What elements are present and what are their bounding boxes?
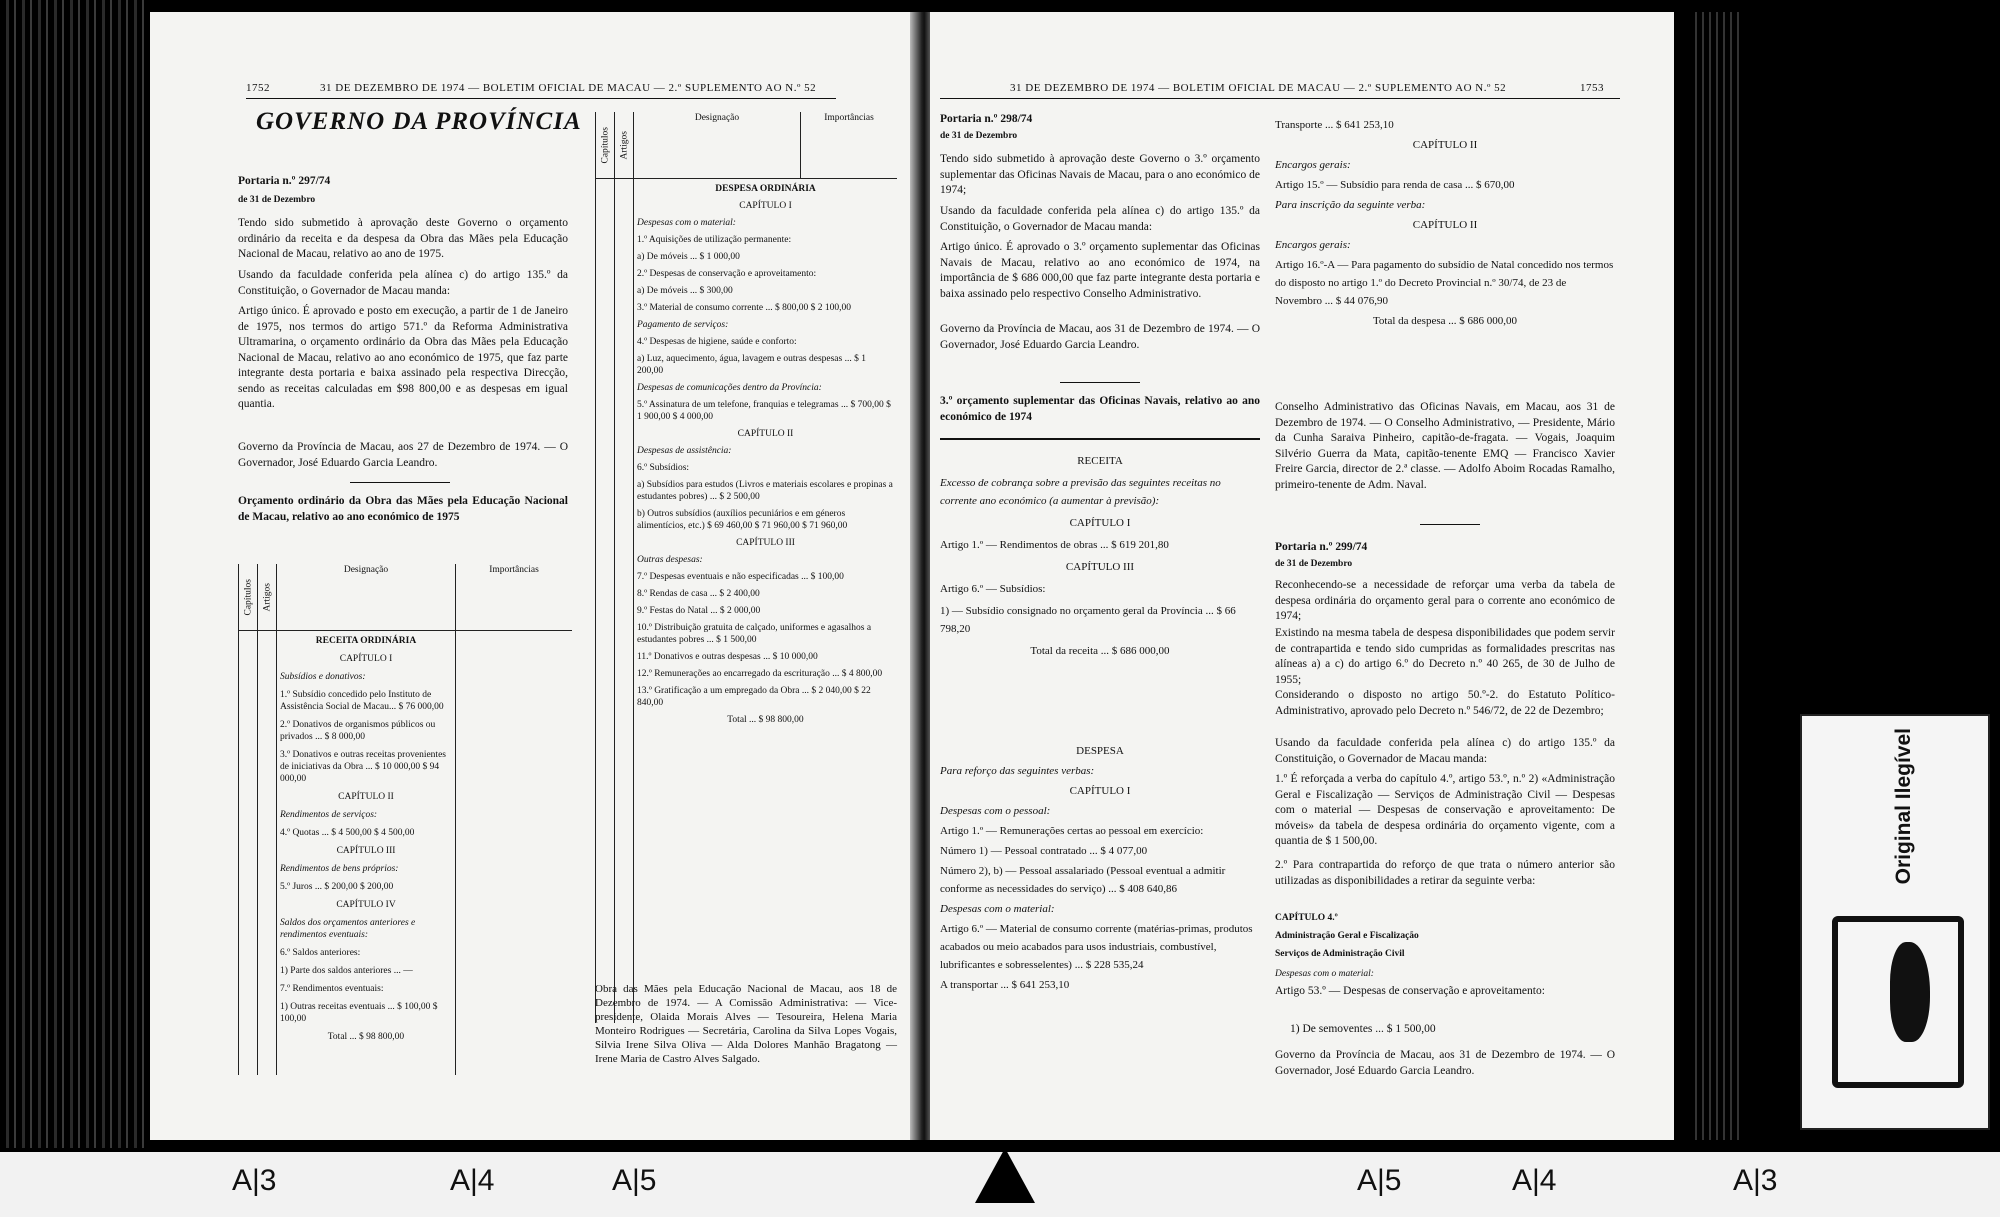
orc-despesa-line: DESPESA [1076,745,1124,757]
left-running-header: 31 DE DEZEMBRO DE 1974 — BOLETIM OFICIAL DE MACAU — 2.º SUPLEMENTO AO N.º 52 [320,82,817,94]
orc-despesa-line: Despesas com o material: [940,903,1055,915]
section-title: GOVERNO DA PROVÍNCIA [256,108,582,135]
orc-receita-line: CAPÍTULO III [1065,561,1135,573]
portaria-297-title: Portaria n.º 297/74 [238,175,331,187]
despesa-line: 10.º Distribuição gratuita de calçado, uniformes e agasalhos a estudantes pobres ... $ 1 500,00 [637,623,872,645]
despesa-line: Despesas de comunicações dentro da Província: [637,383,822,393]
left-page-number: 1752 [246,82,270,94]
portaria-298-title: Portaria n.º 298/74 [940,113,1033,125]
portaria-299-cap: CAPÍTULO 4.º [1275,913,1338,923]
despesa-line: 13.º Gratificação a um empregado da Obra ... $ 2 040,00 $ 22 840,00 [637,686,871,708]
receita-lines [280,635,452,1043]
portaria-299-date: de 31 de Dezembro [1275,559,1353,569]
despesa-line: Despesas de assistência: [637,446,732,456]
despesa-line: a) Luz, aquecimento, água, lavagem e outras despesas ... $ 1 200,00 [637,354,866,376]
orc-despesa-line: Número 2), b) — Pessoal assalariado (Pessoal eventual a admitir conforme as necessidades do serviço) ... $ 408 640,86 [940,865,1226,895]
film-mark-6: A|3 [1733,1164,1778,1197]
orc-receita-line: RECEITA [1077,455,1123,467]
book-edge-right [1690,12,1740,1140]
orc-receita [940,452,1260,664]
right-page-number: 1753 [1580,82,1604,94]
portaria-299-p3: Considerando o disposto no artigo 50.º-2. do Estatuto Político-Administrativo, aprovado pelo Decreto n.º 546/72, de 22 de Dezembro; [1275,689,1615,717]
receita-line: 6.º Saldos anteriores: [280,948,361,958]
receita-line: CAPÍTULO III [336,846,396,856]
receita-line: 5.º Juros ... $ 200,00 $ 200,00 [280,882,394,892]
portaria-299-sec1: Administração Geral e Fiscalização [1275,931,1419,941]
portaria-298-p2: Usando da faculdade conferida pela alínea c) do artigo 135.º da Constituição, o Governador de Macau manda: [940,205,1260,233]
receita-line: 1.º Subsídio concedido pelo Instituto de Assistência Social de Macau... $ 76 000,00 [280,690,444,712]
despesa-line: 1.º Aquisições de utilização permanente: [637,235,792,245]
portaria-299-close: Governo da Província de Macau, aos 31 de Dezembro de 1974. — O Governador, José Eduardo Garcia Leandro. [1275,1049,1615,1077]
receita-table: Capítulos Artigos Designação Importâncias RECEITA ORDINÁRIA CAPÍTULO I Subsídios e donativos: 1.º Subsídio concedido pelo Instituto de Assistência Social de Macau... $ 76 000,00 2.º Donativos de organismos públicos ou privados ... $ 8 000,00 3.º Donativos e outras receitas provenientes de iniciativas da Obra ... $ 10 000,00 $ 94 000,00 CAPÍTULO II Rendimentos de serviços: 4.º Quotas ... $ 4 500,00 $ 4 500,00 CAPÍTULO III Rendimentos de bens próprios: 5.º Juros ... $ 200,00 $ 200,00 CAPÍTULO IV Saldos dos orçamentos anteriores e rendimentos eventuais: 6.º Saldos anteriores: 1) Parte dos saldos anteriores ... — 7.º Rendimentos eventuais: 1) Outras receitas eventuais ... $ 100,00 $ 100,00 Total ... $ 98 800,00 [238,564,572,1075]
orc-despesa-line: Para reforço das seguintes verbas: [940,765,1095,777]
stamp-text: Original Ilegível [1892,728,1915,885]
illegible-stamp [1800,714,1990,1130]
orc-continuation-line: Transporte ... $ 641 253,10 [1275,119,1394,131]
despesa-line: b) Outros subsídios (auxílios pecuniários e em géneros alimentícios, etc.) $ 69 460,00 $ 71 960,00 $ 71 960,00 [637,509,848,531]
portaria-297-p4: Governo da Província de Macau, aos 27 de Dezembro de 1974. — O Governador, José Eduardo Garcia Leandro. [238,441,568,469]
orc-despesa-line: Artigo 6.º — Material de consumo corrente (matérias-primas, produtos acabados ou meio acabados para usos industriais, combustível, lubrificantes e sobresselentes) ... $ 228 535,24 [940,923,1253,971]
orc-continuation-line: Artigo 15.º — Subsídio para renda de casa ... $ 670,00 [1275,179,1515,191]
despesa-line: a) De móveis ... $ 300,00 [637,286,733,296]
orc-title: 3.º orçamento suplementar das Oficinas Navais, relativo ao ano económico de 1974 [940,395,1260,423]
orc-despesa-line: Despesas com o pessoal: [940,805,1051,817]
orc-continuation-line: Para inscrição da seguinte verba: [1275,199,1426,211]
film-mark-5: A|4 [1512,1164,1557,1197]
orc-continuation-line: Total da despesa ... $ 686 000,00 [1372,315,1518,327]
book-edge-left [0,0,150,1150]
despesa-line: 11.º Donativos e outras despesas ... $ 10 000,00 [637,652,818,662]
receita-line: CAPÍTULO IV [336,900,396,910]
illegible-original-icon [1832,916,1964,1088]
receita-line: Rendimentos de serviços: [280,810,378,820]
despesa-line: Pagamento de serviços: [637,320,729,330]
despesa-line: 5.º Assinatura de um telefone, franquias e telegramas ... $ 700,00 $ 1 900,00 $ 4 000,00 [637,400,891,422]
despesa-line: 4.º Despesas de higiene, saúde e conforto: [637,337,797,347]
portaria-299-p5: 1.º É reforçada a verba do capítulo 4.º, artigo 53.º, n.º 2) «Administração Geral e Fiscalização — Serviços de Administração Civil — Despesas com o material — Despesas de conservação e aproveitamento: De móveis» da tabela de despesa ordinária do orçamento vigente, com a quantia de $ 1 500,00. [1275,773,1615,847]
receita-line: 2.º Donativos de organismos públicos ou privados ... $ 8 000,00 [280,720,436,742]
receita-line: Saldos dos orçamentos anteriores e rendimentos eventuais: [280,918,416,940]
portaria-298-p3: Artigo único. É aprovado o 3.º orçamento suplementar das Oficinas Navais de Macau, relativo ao ano económico de 1974, na importância de $ 686 000,00 que faz parte integrante desta portaria e baixa assinado pelo respectivo Conselho Administrativo. [940,241,1260,300]
portaria-299-item: 1) De semoventes ... $ 1 500,00 [1290,1023,1436,1035]
despesa-line: CAPÍTULO I [739,201,792,211]
despesa-line: CAPÍTULO II [737,429,794,439]
portaria-299-p1: Reconhecendo-se a necessidade de reforçar uma verba da tabela de despesa ordinária do orçamento geral para o corrente ano económico de 1974; [1275,579,1615,622]
receita-line: CAPÍTULO I [339,654,393,664]
film-strip [0,1148,2000,1217]
orc-continuation [1275,116,1615,332]
despesa-line: DESPESA ORDINÁRIA [715,184,816,194]
receita-line: RECEITA ORDINÁRIA [315,636,417,646]
portaria-297-p3: Artigo único. É aprovado e posto em execução, a partir de 1 de Janeiro de 1975, nos termos do artigo 571.º da Reforma Administrativa Ultramarina, o orçamento ordinário da Obra das Mães pela Educação Nacional de Macau, relativo ao ano económico de 1975, que faz parte integrante desta portaria e baixa assinado pela respectiva Direcção, sendo as receitas calculadas em $98 800,00 e as despesas em igual quantia. [238,305,568,410]
orc-despesa-line: A transportar ... $ 641 253,10 [940,979,1070,991]
orc-receita-line: Artigo 1.º — Rendimentos de obras ... $ 619 201,80 [940,539,1169,551]
portaria-298-p1: Tendo sido submetido à aprovação deste Governo o 3.º orçamento suplementar das Oficinas Navais de Macau, para o ano económico de 1974; [940,153,1260,196]
film-mark-2: A|4 [450,1164,495,1197]
orc-despesa-line: Artigo 1.º — Remunerações certas ao pessoal em exercício: [940,825,1204,837]
right-running-header: 31 DE DEZEMBRO DE 1974 — BOLETIM OFICIAL DE MACAU — 2.º SUPLEMENTO AO N.º 52 [1010,82,1507,94]
portaria-297-p2: Usando da faculdade conferida pela alínea c) do artigo 135.º da Constituição, o Governador de Macau manda: [238,269,568,297]
portaria-299-sec2: Serviços de Administração Civil [1275,949,1405,959]
left-page [150,12,918,1140]
portaria-299-p6: 2.º Para contrapartida do reforço de que trata o número anterior são utilizadas as disponibilidades a retirar da seguinte verba: [1275,859,1615,887]
portaria-297-p1: Tendo sido submetido à aprovação deste Governo o orçamento ordinário da receita e da despesa da Obra das Mães pela Educação Nacional de Macau, relativo ao ano de 1975. [238,217,568,260]
receita-line: Subsídios e donativos: [280,672,366,682]
despesa-line: 6.º Subsídios: [637,463,690,473]
orc-receita-line: Excesso de cobrança sobre a previsão das seguintes receitas no corrente ano económico (a aumentar à previsão): [940,477,1221,507]
receita-line: Total ... $ 98 800,00 [327,1032,405,1042]
receita-line: 3.º Donativos e outras receitas provenientes de iniciativas da Obra ... $ 10 000,00 $ 94 000,00 [280,750,446,784]
orc-continuation-line: Artigo 16.º-A — Para pagamento do subsídio de Natal concedido nos termos do disposto no artigo 1.º do Decreto Provincial n.º 30/74, de 23 de Novembro ... $ 44 076,90 [1275,259,1614,307]
despesa-table: Capítulos Artigos Designação Importâncias DESPESA ORDINÁRIA CAPÍTULO I Despesas com o material: 1.º Aquisições de utilização permanente: a) De móveis ... $ 1 000,00 2.º Despesas de conservação e aproveitamento: a) De móveis ... $ 300,00 3.º Material de consumo corrente ... $ 800,00 $ 2 100,00 Pagamento de serviços: 4.º Despesas de higiene, saúde e conforto: a) Luz, aquecimento, água, lavagem e outras despesas ... $ 1 200,00 Despesas de comunicações dentro da Província: 5.º Assinatura de um telefone, franquias e telegramas ... $ 700,00 $ 1 900,00 $ 4 000,00 CAPÍTULO II Despesas de assistência: 6.º Subsídios: a) Subsídios para estudos (Livros e materiais escolares e propinas a estudantes pobres) ... $ 2 500,00 b) Outros subsídios (auxílios pecuniários e em géneros alimentícios, etc.) $ 69 460,00 $ 71 960,00 $ 71 960,00 CAPÍTULO III Outras despesas: 7.º Despesas eventuais e não especificadas ... $ 100,00 8.º Rendas de casa ... $ 2 400,00 9.º Festas do Natal ... $ 2 000,00 10.º Distribuição gratuita de calçado, uniformes e agasalhos a estudantes pobres ... $ 1 500,00 11.º Donativos e outras despesas ... $ 10 000,00 12.º Remunerações ao encarregado da escrituração ... $ 4 800,00 13.º Gratificação a um empregado da Obra ... $ 2 040,00 $ 22 840,00 Total ... $ 98 800,00 [595,112,897,1023]
orc-despesa [940,742,1260,996]
orc-receita-line: Total da receita ... $ 686 000,00 [1030,645,1170,657]
despesa-line: 9.º Festas do Natal ... $ 2 000,00 [637,606,761,616]
orc-receita-line: 1) — Subsídio consignado no orçamento geral da Província ... $ 66 798,20 [940,605,1236,635]
despesa-line: CAPÍTULO III [736,538,795,548]
portaria-299-p2: Existindo na mesma tabela de despesa disponibilidades que podem servir de contrapartida e tendo sido cumpridas as formalidades prescritas nas alíneas a) a c) do artigo 6.º do Decreto n.º 40 265, de 30 de Julho de 1955; [1275,627,1615,686]
portaria-299-dm: Despesas com o material: [1275,969,1374,979]
orc-despesa-line: Número 1) — Pessoal contratado ... $ 4 077,00 [940,845,1148,857]
receita-line: Rendimentos de bens próprios: [280,864,399,874]
despesa-lines [637,183,894,726]
despesa-line: 8.º Rendas de casa ... $ 2 400,00 [637,589,760,599]
despesa-line: Total ... $ 98 800,00 [727,715,804,725]
portaria-299-art: Artigo 53.º — Despesas de conservação e aproveitamento: [1275,985,1545,997]
orc-continuation-line: Encargos gerais: [1275,159,1351,171]
portaria-299-title: Portaria n.º 299/74 [1275,541,1368,553]
portaria-298-date: de 31 de Dezembro [940,131,1018,141]
despesa-line: 12.º Remunerações ao encarregado da escrituração ... $ 4 800,00 [637,669,883,679]
orc-continuation-line: CAPÍTULO II [1412,219,1478,231]
despesa-line: a) De móveis ... $ 1 000,00 [637,252,740,262]
orc-receita-line: Artigo 6.º — Subsídios: [940,583,1046,595]
orc-continuation-line: CAPÍTULO II [1412,139,1478,151]
receita-line: CAPÍTULO II [338,792,394,802]
portaria-298-p4: Governo da Província de Macau, aos 31 de Dezembro de 1974. — O Governador, José Eduardo Garcia Leandro. [940,323,1260,351]
center-marker-icon [975,1148,1035,1203]
conselho-signature: Conselho Administrativo das Oficinas Navais, em Macau, aos 31 de Dezembro de 1974. — O Conselho Administrativo, — Presidente, Mário da Cunha Saraiva Pinheiro, capitão-de-fragata. — Vogais, Joaquim Silvério Guerra da Mata, capitão-tenente EMQ — Francisco Xavier Freire Garcia, director de 2.ª classe. — Adolfo Aboim Rocadas Ramalho, primeiro-tenente de Adm. Naval. [1275,401,1615,491]
despesa-line: 3.º Material de consumo corrente ... $ 800,00 $ 2 100,00 [637,303,852,313]
budget-title: Orçamento ordinário da Obra das Mães pela Educação Nacional de Macau, relativo ao ano económico de 1975 [238,495,568,523]
portaria-297-date: de 31 de Dezembro [238,195,316,205]
right-page [930,12,1674,1140]
orc-receita-line: CAPÍTULO I [1069,517,1131,529]
orc-continuation-line: Encargos gerais: [1275,239,1351,251]
portaria-299-p4: Usando da faculdade conferida pela alínea c) do artigo 135.º da Constituição, o Governador de Macau manda: [1275,737,1615,765]
orc-despesa-line: CAPÍTULO I [1069,785,1131,797]
film-mark-1: A|3 [232,1164,277,1197]
film-mark-3: A|5 [612,1164,657,1197]
receita-line: 1) Parte dos saldos anteriores ... — [280,966,413,976]
commission-signature: Obra das Mães pela Educação Nacional de Macau, aos 18 de Dezembro de 1974. — A Comissão Administrativa: — Vice-presidente, Olaida Morais Alves — Tesoureira, Helena Maria Monteiro Rodrigues — Secretária, Carolina da Silva Lopes Vogais, Silvia Irene Silva Oliva — Alda Dolores Manhão Bragatong — Irene Maria de Castro Alves Salgado. [595,983,897,1065]
despesa-line: Outras despesas: [637,555,703,565]
despesa-line: Despesas com o material: [637,218,736,228]
despesa-line: a) Subsídios para estudos (Livros e materiais escolares e propinas a estudantes pobres) ... $ 2 500,00 [637,480,893,502]
film-mark-4: A|5 [1357,1164,1402,1197]
receita-line: 4.º Quotas ... $ 4 500,00 $ 4 500,00 [280,828,415,838]
despesa-line: 2.º Despesas de conservação e aproveitamento: [637,269,817,279]
receita-line: 1) Outras receitas eventuais ... $ 100,00 $ 100,00 [280,1002,438,1024]
receita-line: 7.º Rendimentos eventuais: [280,984,384,994]
despesa-line: 7.º Despesas eventuais e não especificadas ... $ 100,00 [637,572,844,582]
